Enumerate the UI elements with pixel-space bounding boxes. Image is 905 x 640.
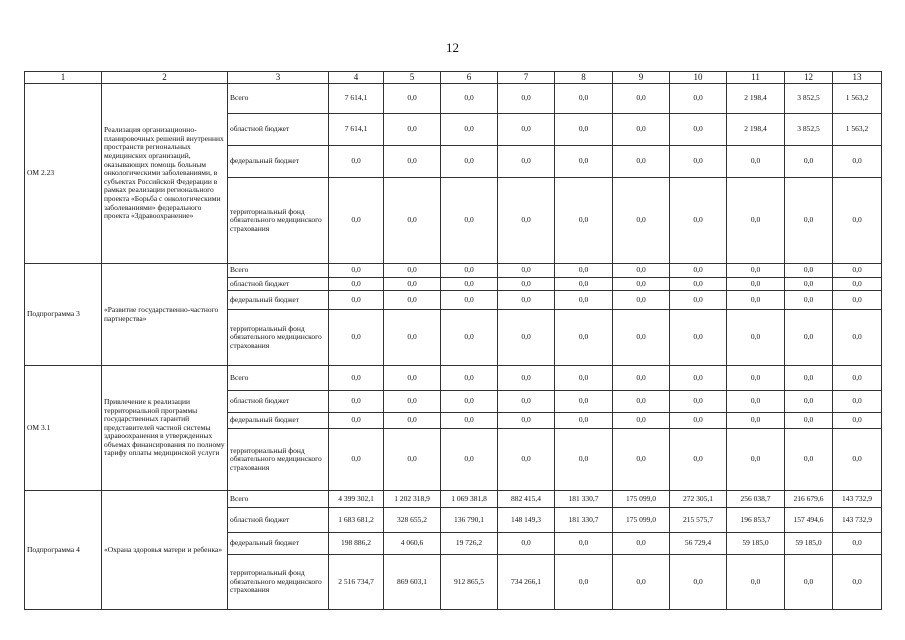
amount-cell: 0,0 xyxy=(441,278,498,291)
amount-cell: 0,0 xyxy=(670,291,727,310)
amount-cell: 0,0 xyxy=(329,310,384,366)
amount-cell: 0,0 xyxy=(613,391,670,413)
amount-cell: 0,0 xyxy=(384,310,441,366)
funding-source: федеральный бюджет xyxy=(228,413,329,429)
amount-cell: 0,0 xyxy=(727,178,785,264)
amount-cell: 0,0 xyxy=(384,146,441,178)
amount-cell: 0,0 xyxy=(785,146,833,178)
amount-cell: 0,0 xyxy=(833,291,882,310)
amount-cell: 0,0 xyxy=(498,310,555,366)
amount-cell: 0,0 xyxy=(555,84,613,114)
amount-cell: 0,0 xyxy=(441,264,498,278)
amount-cell: 1 069 381,8 xyxy=(441,491,498,508)
amount-cell: 0,0 xyxy=(727,413,785,429)
funding-source: Всего xyxy=(228,84,329,114)
amount-cell: 0,0 xyxy=(384,291,441,310)
amount-cell: 7 614,1 xyxy=(329,84,384,114)
header-row xyxy=(25,72,882,84)
program-code: ОМ 3.1 xyxy=(25,366,102,491)
funding-source: Всего xyxy=(228,366,329,391)
funding-source: областной бюджет xyxy=(228,391,329,413)
amount-cell: 3 852,5 xyxy=(785,84,833,114)
amount-cell: 0,0 xyxy=(833,555,882,610)
amount-cell: 0,0 xyxy=(613,264,670,278)
funding-source: областной бюджет xyxy=(228,508,329,533)
amount-cell: 196 853,7 xyxy=(727,508,785,533)
amount-cell: 215 575,7 xyxy=(670,508,727,533)
amount-cell: 0,0 xyxy=(555,114,613,146)
amount-cell: 0,0 xyxy=(555,391,613,413)
amount-cell: 0,0 xyxy=(384,391,441,413)
amount-cell: 0,0 xyxy=(833,366,882,391)
amount-cell: 148 149,3 xyxy=(498,508,555,533)
funding-source: территориальный фонд обязательного медицинского страхования xyxy=(228,310,329,366)
amount-cell: 0,0 xyxy=(833,413,882,429)
funding-source: Всего xyxy=(228,491,329,508)
amount-cell: 59 185,0 xyxy=(727,533,785,555)
amount-cell: 0,0 xyxy=(498,391,555,413)
amount-cell: 0,0 xyxy=(441,114,498,146)
table-row xyxy=(25,84,882,114)
column-header: 7 xyxy=(498,72,555,84)
amount-cell: 175 099,0 xyxy=(613,491,670,508)
amount-cell: 0,0 xyxy=(613,278,670,291)
amount-cell: 0,0 xyxy=(613,366,670,391)
amount-cell: 181 330,7 xyxy=(555,508,613,533)
amount-cell: 0,0 xyxy=(613,84,670,114)
amount-cell: 0,0 xyxy=(613,310,670,366)
program-name: Реализация организационно-планировочных решений внутренних пространств региональных медицинских организаций, оказывающих помощь больным онкологическими заболеваниями, в субъектах Российской Федерации в рамках реализации регионального проекта «Борьба с онкологическими заболеваниями» федерального проекта «Здравоохранение» xyxy=(102,84,228,264)
amount-cell: 0,0 xyxy=(727,146,785,178)
program-name: Привлечение к реализации территориальной программы государственных гарантий представителей частной системы здравоохранения в утвержденных объемах финансирования по полному тарифу оплаты медицинской услуги xyxy=(102,366,228,491)
amount-cell: 0,0 xyxy=(384,278,441,291)
amount-cell: 0,0 xyxy=(498,366,555,391)
amount-cell: 0,0 xyxy=(441,291,498,310)
amount-cell: 0,0 xyxy=(441,413,498,429)
amount-cell: 56 729,4 xyxy=(670,533,727,555)
column-header: 9 xyxy=(613,72,670,84)
amount-cell: 0,0 xyxy=(441,429,498,491)
amount-cell: 0,0 xyxy=(384,84,441,114)
amount-cell: 0,0 xyxy=(498,146,555,178)
amount-cell: 0,0 xyxy=(727,264,785,278)
amount-cell: 0,0 xyxy=(555,429,613,491)
amount-cell: 0,0 xyxy=(833,391,882,413)
amount-cell: 0,0 xyxy=(785,366,833,391)
amount-cell: 0,0 xyxy=(833,310,882,366)
page-number: 12 xyxy=(446,40,459,55)
column-header: 2 xyxy=(102,72,228,84)
amount-cell: 912 865,5 xyxy=(441,555,498,610)
amount-cell: 272 305,1 xyxy=(670,491,727,508)
amount-cell: 0,0 xyxy=(670,84,727,114)
amount-cell: 0,0 xyxy=(785,413,833,429)
amount-cell: 0,0 xyxy=(785,291,833,310)
column-header: 11 xyxy=(727,72,785,84)
amount-cell: 0,0 xyxy=(498,533,555,555)
funding-source: Всего xyxy=(228,264,329,278)
column-header: 6 xyxy=(441,72,498,84)
amount-cell: 0,0 xyxy=(384,114,441,146)
amount-cell: 0,0 xyxy=(670,429,727,491)
column-header: 8 xyxy=(555,72,613,84)
amount-cell: 0,0 xyxy=(833,178,882,264)
amount-cell: 0,0 xyxy=(498,429,555,491)
amount-cell: 0,0 xyxy=(384,413,441,429)
amount-cell: 7 614,1 xyxy=(329,114,384,146)
amount-cell: 19 726,2 xyxy=(441,533,498,555)
amount-cell: 175 099,0 xyxy=(613,508,670,533)
amount-cell: 0,0 xyxy=(670,413,727,429)
amount-cell: 0,0 xyxy=(555,366,613,391)
amount-cell: 143 732,9 xyxy=(833,491,882,508)
amount-cell: 216 679,6 xyxy=(785,491,833,508)
program-name: «Охрана здоровья матери и ребенка» xyxy=(102,491,228,610)
amount-cell: 0,0 xyxy=(833,533,882,555)
amount-cell: 0,0 xyxy=(498,264,555,278)
column-header: 5 xyxy=(384,72,441,84)
amount-cell: 0,0 xyxy=(785,264,833,278)
amount-cell: 734 266,1 xyxy=(498,555,555,610)
amount-cell: 0,0 xyxy=(498,278,555,291)
amount-cell: 0,0 xyxy=(727,366,785,391)
amount-cell: 0,0 xyxy=(498,84,555,114)
amount-cell: 0,0 xyxy=(613,429,670,491)
funding-source: федеральный бюджет xyxy=(228,146,329,178)
amount-cell: 0,0 xyxy=(670,310,727,366)
amount-cell: 0,0 xyxy=(329,264,384,278)
amount-cell: 0,0 xyxy=(670,146,727,178)
amount-cell: 0,0 xyxy=(384,178,441,264)
amount-cell: 0,0 xyxy=(384,429,441,491)
column-header: 4 xyxy=(329,72,384,84)
amount-cell: 0,0 xyxy=(727,291,785,310)
amount-cell: 0,0 xyxy=(329,146,384,178)
column-header: 12 xyxy=(785,72,833,84)
amount-cell: 0,0 xyxy=(785,178,833,264)
program-code: ОМ 2.23 xyxy=(25,84,102,264)
amount-cell: 0,0 xyxy=(613,114,670,146)
amount-cell: 0,0 xyxy=(727,555,785,610)
amount-cell: 0,0 xyxy=(785,391,833,413)
amount-cell: 4 060,6 xyxy=(384,533,441,555)
amount-cell: 0,0 xyxy=(555,264,613,278)
amount-cell: 328 655,2 xyxy=(384,508,441,533)
financing-table xyxy=(24,71,882,610)
amount-cell: 0,0 xyxy=(670,555,727,610)
amount-cell: 157 494,6 xyxy=(785,508,833,533)
amount-cell: 882 415,4 xyxy=(498,491,555,508)
amount-cell: 1 683 681,2 xyxy=(329,508,384,533)
amount-cell: 1 202 318,9 xyxy=(384,491,441,508)
amount-cell: 0,0 xyxy=(727,278,785,291)
funding-source: областной бюджет xyxy=(228,278,329,291)
funding-source: федеральный бюджет xyxy=(228,533,329,555)
amount-cell: 0,0 xyxy=(785,310,833,366)
amount-cell: 4 399 302,1 xyxy=(329,491,384,508)
amount-cell: 59 185,0 xyxy=(785,533,833,555)
amount-cell: 0,0 xyxy=(555,291,613,310)
amount-cell: 0,0 xyxy=(329,391,384,413)
amount-cell: 0,0 xyxy=(555,533,613,555)
amount-cell: 0,0 xyxy=(441,146,498,178)
amount-cell: 0,0 xyxy=(329,366,384,391)
amount-cell: 1 563,2 xyxy=(833,84,882,114)
amount-cell: 0,0 xyxy=(670,278,727,291)
funding-source: областной бюджет xyxy=(228,114,329,146)
amount-cell: 0,0 xyxy=(613,533,670,555)
amount-cell: 0,0 xyxy=(833,264,882,278)
amount-cell: 0,0 xyxy=(670,391,727,413)
amount-cell: 1 563,2 xyxy=(833,114,882,146)
amount-cell: 0,0 xyxy=(441,366,498,391)
column-header: 13 xyxy=(833,72,882,84)
amount-cell: 0,0 xyxy=(441,84,498,114)
amount-cell: 0,0 xyxy=(329,278,384,291)
amount-cell: 0,0 xyxy=(555,146,613,178)
amount-cell: 0,0 xyxy=(833,278,882,291)
column-header: 10 xyxy=(670,72,727,84)
amount-cell: 0,0 xyxy=(613,555,670,610)
funding-source: территориальный фонд обязательного медицинского страхования xyxy=(228,178,329,264)
amount-cell: 0,0 xyxy=(329,178,384,264)
amount-cell: 0,0 xyxy=(727,429,785,491)
amount-cell: 136 790,1 xyxy=(441,508,498,533)
amount-cell: 0,0 xyxy=(613,413,670,429)
amount-cell: 0,0 xyxy=(384,366,441,391)
amount-cell: 0,0 xyxy=(555,310,613,366)
amount-cell: 0,0 xyxy=(498,291,555,310)
amount-cell: 0,0 xyxy=(727,310,785,366)
funding-source: федеральный бюджет xyxy=(228,291,329,310)
amount-cell: 2 198,4 xyxy=(727,114,785,146)
amount-cell: 0,0 xyxy=(555,178,613,264)
amount-cell: 181 330,7 xyxy=(555,491,613,508)
amount-cell: 0,0 xyxy=(613,178,670,264)
amount-cell: 0,0 xyxy=(498,114,555,146)
amount-cell: 0,0 xyxy=(613,146,670,178)
program-code: Подпрограмма 4 xyxy=(25,491,102,610)
amount-cell: 0,0 xyxy=(833,429,882,491)
funding-source: территориальный фонд обязательного медицинского страхования xyxy=(228,429,329,491)
program-name: «Развитие государственно-частного партнерства» xyxy=(102,264,228,366)
amount-cell: 2 516 734,7 xyxy=(329,555,384,610)
amount-cell: 0,0 xyxy=(329,291,384,310)
amount-cell: 0,0 xyxy=(785,429,833,491)
column-header: 1 xyxy=(25,72,102,84)
amount-cell: 0,0 xyxy=(555,278,613,291)
amount-cell: 0,0 xyxy=(555,555,613,610)
amount-cell: 0,0 xyxy=(329,413,384,429)
amount-cell: 0,0 xyxy=(727,391,785,413)
amount-cell: 256 038,7 xyxy=(727,491,785,508)
amount-cell: 198 886,2 xyxy=(329,533,384,555)
column-header: 3 xyxy=(228,72,329,84)
table-row xyxy=(25,366,882,391)
amount-cell: 0,0 xyxy=(670,366,727,391)
amount-cell: 0,0 xyxy=(498,413,555,429)
amount-cell: 0,0 xyxy=(441,310,498,366)
amount-cell: 0,0 xyxy=(498,178,555,264)
amount-cell: 3 852,5 xyxy=(785,114,833,146)
amount-cell: 0,0 xyxy=(441,391,498,413)
amount-cell: 0,0 xyxy=(670,114,727,146)
amount-cell: 0,0 xyxy=(555,413,613,429)
amount-cell: 0,0 xyxy=(613,291,670,310)
amount-cell: 0,0 xyxy=(785,278,833,291)
amount-cell: 869 603,1 xyxy=(384,555,441,610)
amount-cell: 0,0 xyxy=(670,178,727,264)
amount-cell: 0,0 xyxy=(785,555,833,610)
amount-cell: 2 198,4 xyxy=(727,84,785,114)
amount-cell: 0,0 xyxy=(329,429,384,491)
program-code: Подпрограмма 3 xyxy=(25,264,102,366)
amount-cell: 0,0 xyxy=(670,264,727,278)
table-row xyxy=(25,491,882,508)
funding-source: территориальный фонд обязательного медицинского страхования xyxy=(228,555,329,610)
table-row xyxy=(25,264,882,278)
amount-cell: 143 732,9 xyxy=(833,508,882,533)
amount-cell: 0,0 xyxy=(384,264,441,278)
amount-cell: 0,0 xyxy=(441,178,498,264)
amount-cell: 0,0 xyxy=(833,146,882,178)
